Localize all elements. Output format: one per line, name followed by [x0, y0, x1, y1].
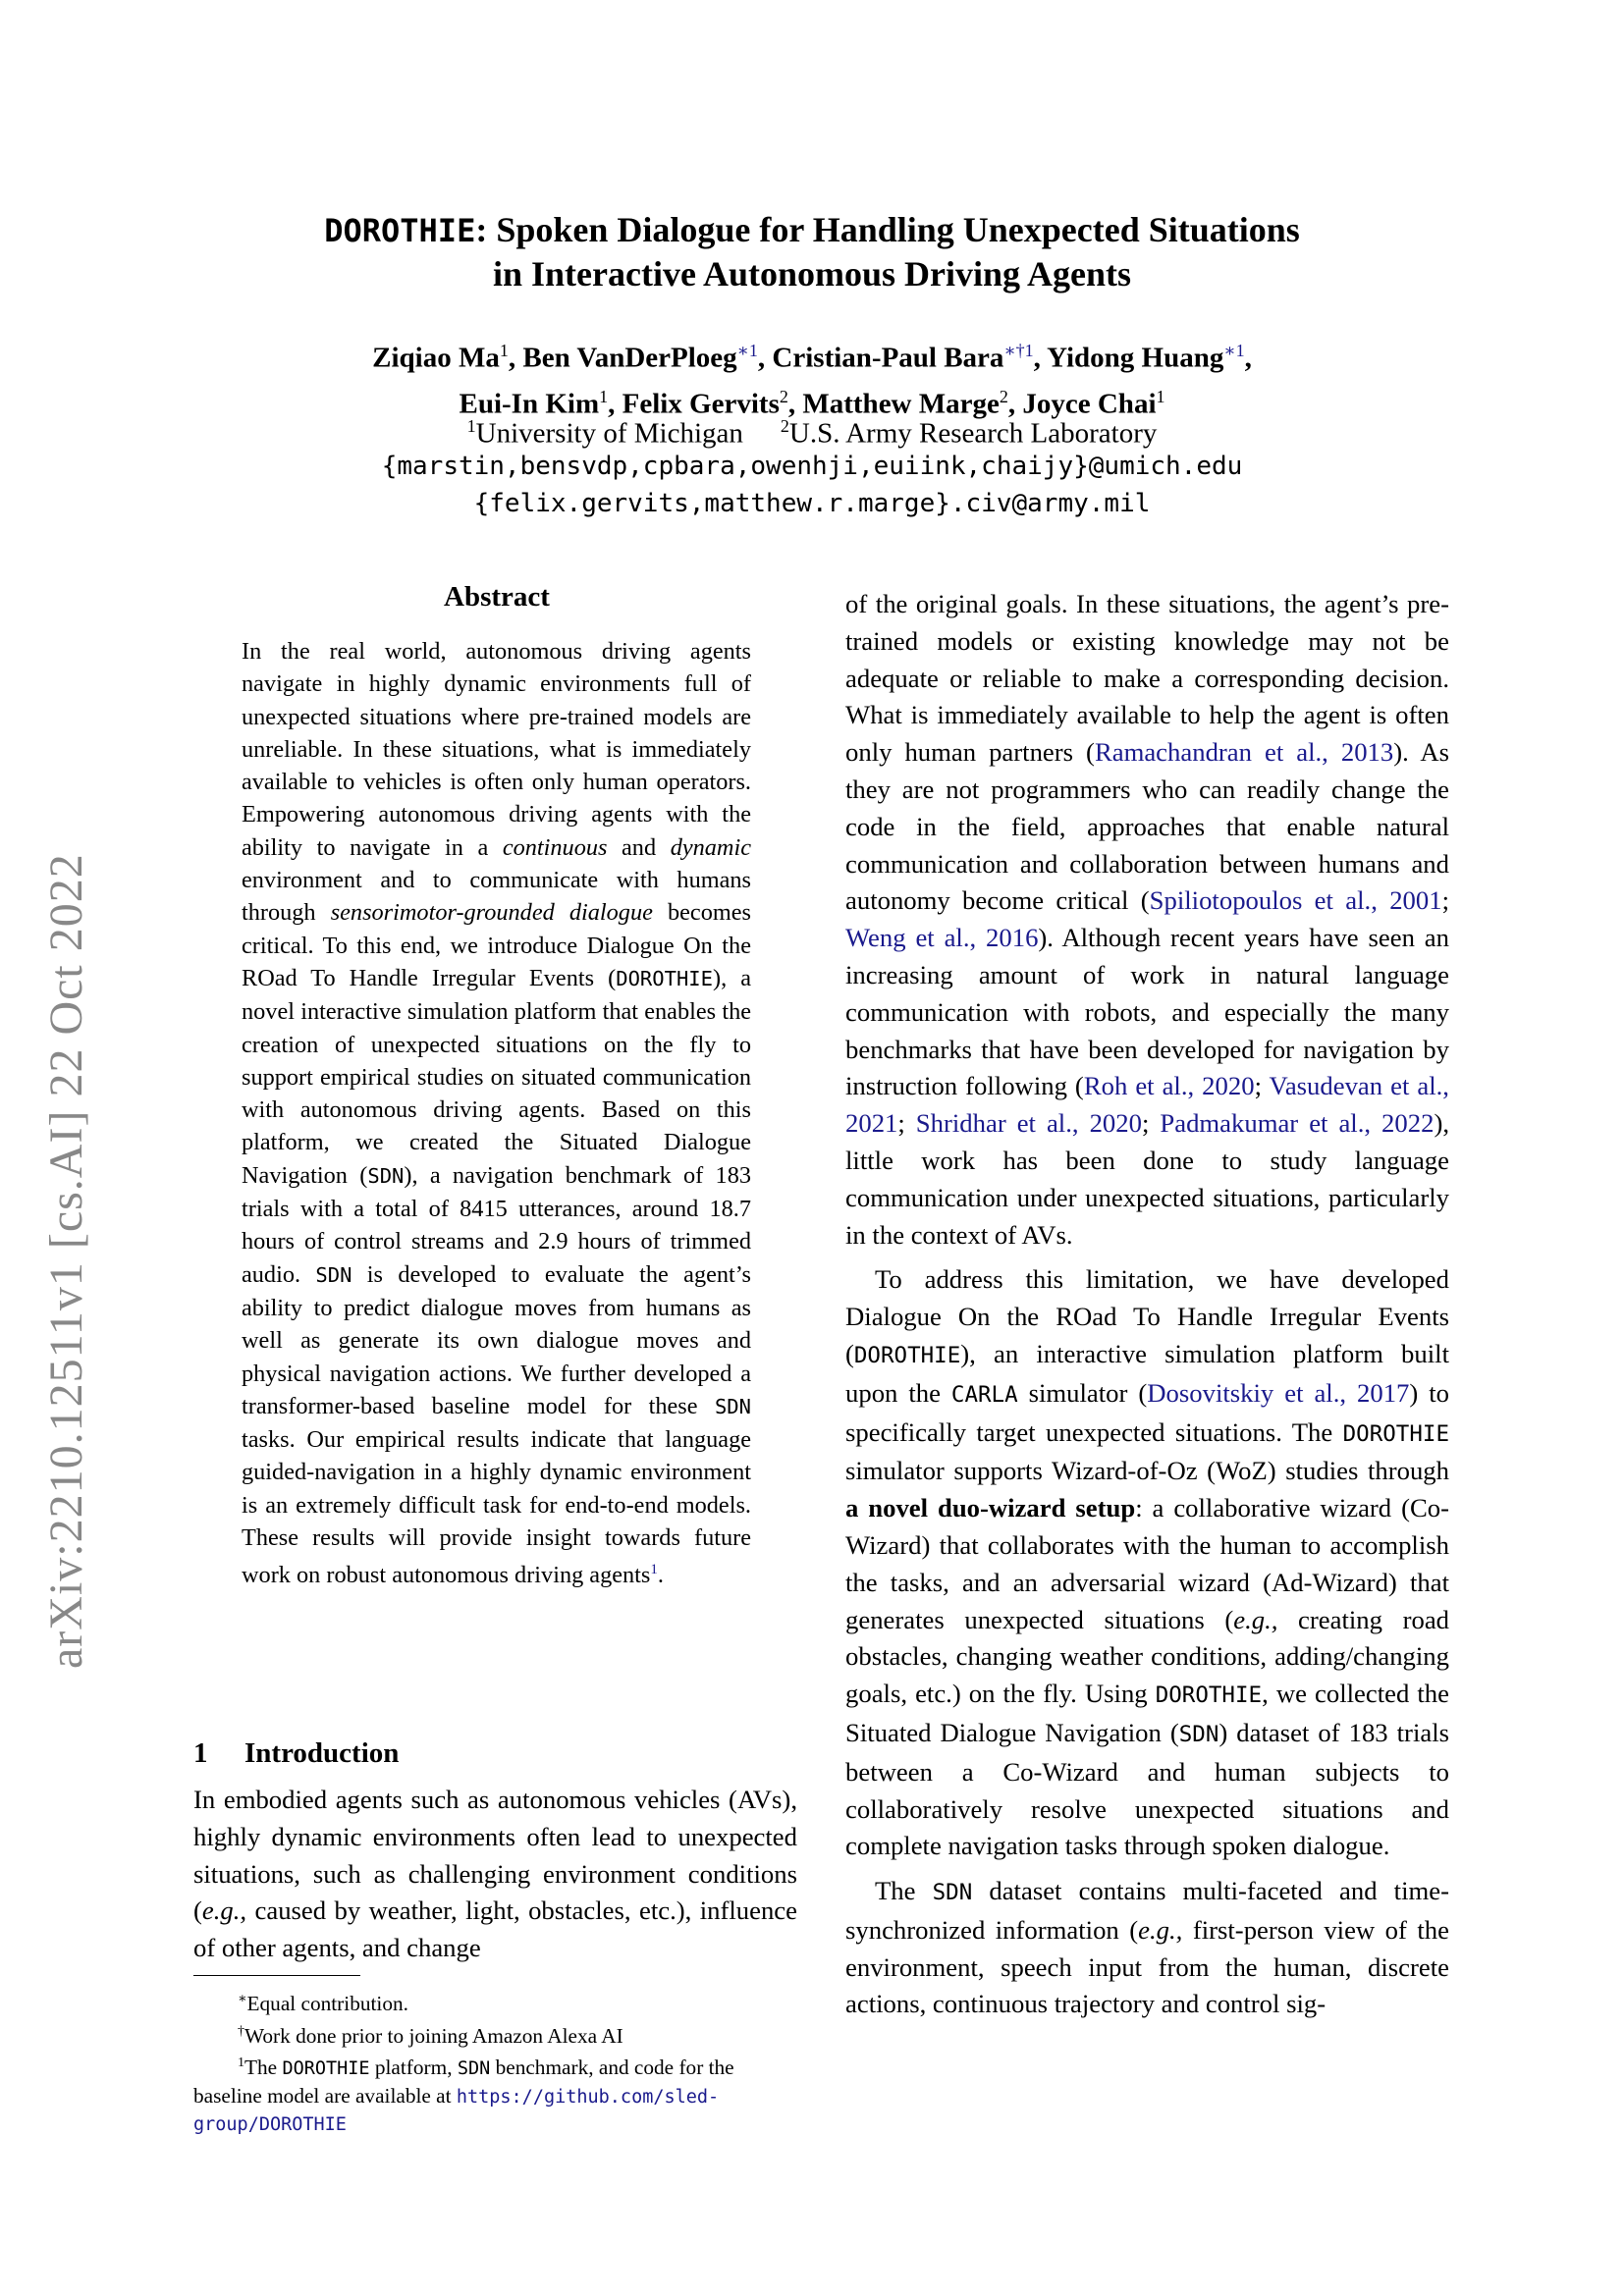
footnote-symbol: † — [238, 2023, 244, 2039]
citation-link[interactable]: Roh et al., 2020 — [1083, 1071, 1255, 1101]
author-name: Cristian-Paul Bara — [772, 342, 1004, 374]
abstract-text: ), a novel interactive simulation platform that enables the creation of unexpected situations on the fly to support empirical studies on situated communication with autonomous driving agents. Based on this platform, we created the Situated Dialogue Navigation ( — [242, 964, 751, 1189]
body-text: of the original goals. In these situations, the agent’s pre-trained models or existing knowledge may not be adequate or reliable to make a corresponding decision. What is immediately available to help the agent is often only human partners ( — [845, 589, 1449, 768]
right-column — [845, 586, 1449, 2031]
citation-link[interactable]: Vasudevan et al., 2021 — [845, 1071, 1449, 1139]
body-emphasis: e.g., — [1138, 1914, 1183, 1945]
author-name: Felix Gervits — [622, 388, 780, 420]
github-link[interactable]: https://github.com/sled-group/DOROTHIE — [193, 2086, 720, 2136]
system-name: DOROTHIE — [616, 966, 713, 990]
footnote-code-availability — [193, 2050, 797, 2139]
body-text: ), an interactive simulation platform built upon the — [845, 1338, 1449, 1408]
body-emphasis: e.g., — [1233, 1604, 1278, 1634]
author-sup: ∗†1 — [1003, 341, 1034, 360]
section-number: 1 — [193, 1737, 208, 1769]
citation-separator: ; — [897, 1108, 916, 1139]
author-sup: 1 — [499, 341, 509, 360]
body-text: dataset contains multi-faceted and time-synchronized information ( — [845, 1876, 1449, 1945]
intro-paragraph — [193, 1782, 797, 1967]
body-text: ) to specifically target unexpected situations. The — [845, 1377, 1449, 1447]
arxiv-identifier: arXiv:2210.12511v1 [cs.AI] 22 Oct 2022 — [40, 853, 92, 1669]
section-heading-introduction — [193, 1737, 399, 1770]
author-list: Ziqiao Ma$^1$, Ben VanDerPloeg$^{∗1}$, Cristian-Paul Bara$^{∗\dagger 1}$, Yidong Huang$^{∗1}$, Eui-In Kim$^1$, Felix Gervits$^2$, Matthew Marge$^2$, Joyce Chai$^1$ — [372, 341, 1252, 420]
system-name: DOROTHIE — [853, 1342, 961, 1368]
author-name: Matthew Marge — [802, 388, 1000, 420]
affiliations — [147, 407, 1477, 453]
paper-title — [147, 208, 1477, 295]
title-line2: in Interactive Autonomous Driving Agents — [492, 254, 1132, 294]
affil-sup: 1 — [466, 416, 476, 436]
left-column — [193, 581, 751, 1592]
intro-text: In embodied agents such as autonomous vehicles (AVs), highly dynamic environments often lead to unexpected situations, such as challenging environment conditions ( — [193, 1785, 797, 1926]
author-name: Yidong Huang — [1047, 342, 1224, 374]
body-text: The — [875, 1876, 933, 1906]
simulator-name: CARLA — [950, 1381, 1018, 1408]
dataset-name: SDN — [932, 1880, 973, 1906]
citation-link[interactable]: Shridhar et al., 2020 — [915, 1108, 1142, 1139]
author-emails — [147, 448, 1477, 522]
email-line-umich: {marstin,bensvdp,cpbara,owenhji,euiink,chaijy}@umich.edu — [381, 452, 1243, 481]
body-text: ). Although recent years have seen an increasing amount of work in natural language communication with robots, and especially the many benchmarks that have been developed for navigation by instruction following ( — [845, 923, 1449, 1101]
footnote-text: benchmark, and code for the baseline model are available at — [193, 2056, 734, 2108]
footnote-symbol: ∗ — [238, 1992, 247, 2006]
footnote-rule — [193, 1975, 360, 1976]
author-sup: 1 — [599, 386, 609, 406]
affiliation-umich: University of Michigan — [475, 417, 743, 450]
citation-link[interactable]: Ramachandran et al., 2013 — [1094, 737, 1394, 768]
footnote-text: Equal contribution. — [246, 1992, 408, 2016]
footnotes — [193, 1986, 797, 2139]
abstract-text: ), a navigation benchmark of 183 trials with a total of 8415 utterances, around 18.7 hours of control streams and 2.9 hours of trimmed audio. — [242, 1161, 751, 1288]
body-text: first-person view of the environment, speech input from the human, discrete actions, continuous trajectory and control sig- — [845, 1914, 1449, 2019]
footnote-text: The — [244, 2056, 283, 2080]
citation-link[interactable]: Spiliotopoulos et al., 2001 — [1149, 885, 1442, 916]
abstract-text: . — [657, 1562, 664, 1589]
footnote-symbol: 1 — [238, 2056, 244, 2071]
body-text: ), little work has been done to study language communication under unexpected situations, particularly in the context of AVs. — [845, 1108, 1449, 1250]
abstract-emphasis: dynamic — [670, 833, 751, 861]
body-text: : a collaborative wizard (Co-Wizard) that collaborates with the human to accomplish the tasks, and an adversarial wizard (Ad-Wizard) that generates unexpected situations ( — [845, 1493, 1449, 1634]
author-sup: ∗1 — [736, 341, 758, 360]
author-sup: 2 — [779, 386, 788, 406]
body-paragraph — [845, 1873, 1449, 2023]
abstract-text: In the real world, autonomous driving agents navigate in highly dynamic environments full of unexpected situations where pre-trained models are unreliable. In these situations, what is immediately available to vehicles is often only human operators. Empowering autonomous driving agents with the ability to navigate in a — [242, 638, 751, 861]
dataset-name: SDN — [714, 1394, 751, 1418]
abstract-text: tasks. Our empirical results indicate that language guided-navigation in a highly dynamic environment is an extremely difficult task for end-to-end models. These results will provide insight towards future work on robust autonomous driving agents — [242, 1426, 751, 1589]
dataset-name: SDN — [315, 1262, 352, 1287]
abstract-body — [242, 635, 751, 1592]
intro-text: caused by weather, light, obstacles, etc.), influence of other agents, and change — [193, 1896, 797, 1963]
body-paragraph — [845, 1261, 1449, 1865]
citation-separator: ; — [1141, 1108, 1161, 1139]
abstract-emphasis: sensorimotor-grounded dialogue — [330, 899, 653, 927]
abstract-emphasis: continuous — [502, 833, 608, 861]
abstract-text: and — [607, 833, 671, 861]
dataset-name: SDN — [367, 1163, 405, 1188]
email-line-army: {felix.gervits,matthew.r.marge}.civ@army.mil — [473, 489, 1151, 518]
affil-sup: 2 — [780, 416, 789, 436]
author-name: Joyce Chai — [1022, 388, 1157, 420]
body-text: ) dataset of 183 trials between a Co-Wizard and human subjects to collaboratively resolve unexpected situations and complete navigation tasks through spoken dialogue. — [845, 1717, 1450, 1861]
citation-link[interactable]: Weng et al., 2016 — [845, 923, 1039, 953]
body-text: simulator supports Wizard-of-Oz (WoZ) studies through — [845, 1456, 1449, 1486]
dataset-name: SDN — [1178, 1721, 1219, 1747]
author-name: Ben VanDerPloeg — [522, 342, 737, 374]
system-name: DOROTHIE — [1155, 1682, 1263, 1709]
abstract-text: is developed to evaluate the agent’s ability to predict dialogue moves from humans as well as generate its own dialogue moves and physical navigation actions. We further developed a transformer-based baseline model for these — [242, 1260, 751, 1419]
author-sup: ∗1 — [1223, 341, 1245, 360]
system-name: DOROTHIE — [282, 2058, 370, 2080]
author-name: Eui-In Kim — [459, 388, 600, 420]
abstract-heading: Abstract — [444, 581, 550, 613]
footnote-text: platform, — [369, 2056, 458, 2080]
citation-separator: ; — [1254, 1071, 1270, 1101]
dataset-name: SDN — [457, 2058, 491, 2080]
author-sup: 1 — [1156, 386, 1165, 406]
title-system-name: DOROTHIE — [324, 212, 476, 249]
author-sup: 2 — [999, 386, 1008, 406]
citation-link[interactable]: Dosovitskiy et al., 2017 — [1147, 1377, 1410, 1408]
section-title: Introduction — [244, 1737, 400, 1769]
footnote-amazon — [193, 2018, 797, 2051]
author-name: Ziqiao Ma — [372, 342, 500, 374]
abstract-text: becomes critical. To this end, we introduce Dialogue On the ROad To Handle Irregular Events ( — [242, 899, 751, 991]
body-bold: a novel duo-wizard setup — [845, 1493, 1136, 1523]
abstract-text: environment and to communicate with humans through — [242, 867, 751, 927]
citation-link[interactable]: Padmakumar et al., 2022 — [1160, 1108, 1435, 1139]
body-text: To address this limitation, we have developed Dialogue On the ROad To Handle Irregular Events ( — [845, 1264, 1449, 1368]
body-text: creating road obstacles, changing weather conditions, adding/changing goals, etc.) on the fly. Using — [845, 1604, 1450, 1709]
body-paragraph — [845, 586, 1449, 1254]
footnote-equal-contribution — [193, 1986, 797, 2018]
body-text: ). As they are not programmers who can readily change the code in the field, approaches that enable natural communication and collaboration between humans and autonomy become critical ( — [845, 737, 1449, 916]
citation-separator: ; — [1441, 885, 1449, 916]
footnote-marker[interactable]: 1 — [650, 1562, 658, 1578]
title-line1: : Spoken Dialogue for Handling Unexpected Situations — [475, 210, 1300, 249]
system-name: DOROTHIE — [1342, 1420, 1449, 1447]
body-text: simulator ( — [1017, 1377, 1148, 1408]
intro-emphasis: e.g., — [201, 1896, 247, 1926]
body-text: , we collected the Situated Dialogue Navigation ( — [845, 1679, 1449, 1747]
footnote-text: Work done prior to joining Amazon Alexa AI — [244, 2023, 623, 2048]
affiliation-arl: U.S. Army Research Laboratory — [788, 417, 1158, 450]
